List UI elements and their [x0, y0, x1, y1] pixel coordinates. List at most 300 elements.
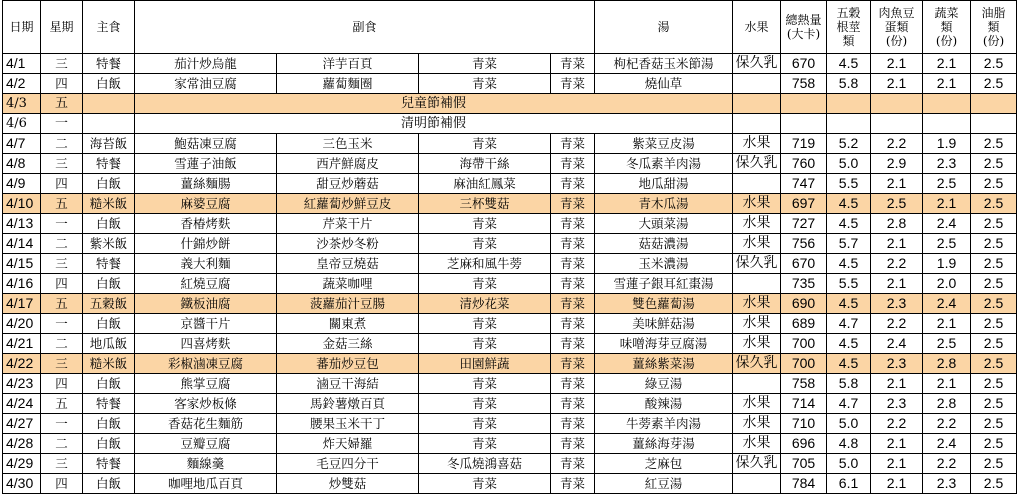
cell-date: 4/21	[3, 334, 41, 354]
cell-side-dish-2: 冬瓜燒鴻喜菇	[419, 454, 551, 474]
cell-protein: 2.2	[871, 254, 923, 274]
cell-staple: 糙米飯	[83, 194, 135, 214]
cell-soup: 雪蓮子銀耳紅棗湯	[595, 274, 733, 294]
cell-grains: 5.8	[827, 374, 871, 394]
table-row	[3, 434, 1017, 454]
cell-soup: 綠豆湯	[595, 374, 733, 394]
cell-weekday: 三	[41, 254, 83, 274]
cell-soup: 雙色蘿蔔湯	[595, 294, 733, 314]
cell-holiday-note: 清明節補假	[135, 114, 733, 134]
cell-calories: 719	[781, 134, 827, 154]
table-row	[3, 374, 1017, 394]
cell-protein: 2.2	[871, 314, 923, 334]
cell-grains: 5.5	[827, 274, 871, 294]
cell-main-dish: 京醬干片	[135, 314, 277, 334]
cell-staple	[83, 94, 135, 114]
table-row	[3, 134, 1017, 154]
table-row	[3, 294, 1017, 314]
header-fat	[971, 1, 1017, 54]
cell-grains: 4.5	[827, 334, 871, 354]
cell-fat: 2.5	[971, 234, 1017, 254]
cell-weekday: 一	[41, 314, 83, 334]
header-veg	[923, 1, 971, 54]
header-protein-line3: (份)	[885, 34, 908, 48]
cell-protein: 2.1	[871, 454, 923, 474]
cell-weekday: 一	[41, 114, 83, 134]
cell-date: 4/17	[3, 294, 41, 314]
cell-vegetable: 青菜	[551, 194, 595, 214]
cell-calories: 705	[781, 454, 827, 474]
cell-veg-servings: 2.4	[923, 434, 971, 454]
cell-protein: 2.8	[871, 214, 923, 234]
cell-main-dish: 家常油豆腐	[135, 74, 277, 94]
cell-staple: 特餐	[83, 454, 135, 474]
cell-side-dish: 金菇三絲	[277, 334, 419, 354]
table-row	[3, 214, 1017, 234]
cell-veg-servings: 2.1	[923, 74, 971, 94]
cell-soup: 芝麻包	[595, 454, 733, 474]
cell-fruit: 水果	[733, 394, 781, 414]
cell-date: 4/22	[3, 354, 41, 374]
table-row	[3, 174, 1017, 194]
cell-date: 4/23	[3, 374, 41, 394]
cell-weekday: 五	[41, 194, 83, 214]
cell-protein: 2.1	[871, 174, 923, 194]
cell-date: 4/27	[3, 414, 41, 434]
header-soup: 湯	[595, 1, 733, 54]
cell-staple: 地瓜飯	[83, 334, 135, 354]
cell-date: 4/16	[3, 274, 41, 294]
lunch-menu-table	[2, 0, 1017, 494]
cell-staple: 白飯	[83, 474, 135, 494]
cell-calories: 670	[781, 254, 827, 274]
cell-vegetable: 青菜	[551, 474, 595, 494]
cell-date: 4/6	[3, 114, 41, 134]
cell-vegetable: 青菜	[551, 214, 595, 234]
cell-grains: 5.0	[827, 454, 871, 474]
cell-calories: 727	[781, 214, 827, 234]
cell-veg-servings: 2.5	[923, 174, 971, 194]
cell-vegetable: 青菜	[551, 54, 595, 74]
cell-date: 4/10	[3, 194, 41, 214]
cell-protein: 2.3	[871, 354, 923, 374]
cell-veg-servings: 2.3	[923, 154, 971, 174]
cell-main-dish: 雪蓮子油飯	[135, 154, 277, 174]
cell-empty	[871, 94, 923, 114]
header-protein	[871, 1, 923, 54]
cell-side-dish-2: 清炒花菜	[419, 294, 551, 314]
cell-fruit: 保久乳	[733, 454, 781, 474]
cell-staple: 白飯	[83, 434, 135, 454]
table-row	[3, 414, 1017, 434]
cell-grains: 4.5	[827, 54, 871, 74]
cell-protein: 2.1	[871, 434, 923, 454]
cell-main-dish: 彩椒滷凍豆腐	[135, 354, 277, 374]
cell-side-dish-2: 青菜	[419, 134, 551, 154]
cell-vegetable: 青菜	[551, 374, 595, 394]
cell-empty	[733, 114, 781, 134]
cell-soup: 薑絲海芽湯	[595, 434, 733, 454]
cell-grains: 4.5	[827, 194, 871, 214]
cell-empty	[827, 114, 871, 134]
cell-fat: 2.5	[971, 274, 1017, 294]
cell-side-dish: 毛豆四分干	[277, 454, 419, 474]
table-row	[3, 274, 1017, 294]
header-fat-line3: (份)	[982, 34, 1005, 48]
cell-fat: 2.5	[971, 434, 1017, 454]
cell-staple: 海苔飯	[83, 134, 135, 154]
cell-fat: 2.5	[971, 294, 1017, 314]
cell-soup: 美味鮮菇湯	[595, 314, 733, 334]
cell-fruit: 水果	[733, 214, 781, 234]
cell-main-dish: 熊掌豆腐	[135, 374, 277, 394]
cell-vegetable: 青菜	[551, 234, 595, 254]
cell-protein: 2.1	[871, 374, 923, 394]
cell-side-dish-2: 青菜	[419, 54, 551, 74]
cell-calories: 747	[781, 174, 827, 194]
cell-fruit	[733, 174, 781, 194]
cell-side-dish: 洋芋百頁	[277, 54, 419, 74]
cell-protein: 2.1	[871, 54, 923, 74]
cell-calories: 689	[781, 314, 827, 334]
cell-weekday: 二	[41, 234, 83, 254]
cell-date: 4/9	[3, 174, 41, 194]
cell-calories: 697	[781, 194, 827, 214]
cell-soup: 紅豆湯	[595, 474, 733, 494]
header-grains-line2: 根莖	[836, 20, 861, 34]
cell-soup: 味噌海芽豆腐湯	[595, 334, 733, 354]
cell-fat: 2.5	[971, 394, 1017, 414]
table-row	[3, 154, 1017, 174]
cell-grains: 5.8	[827, 74, 871, 94]
cell-veg-servings: 2.0	[923, 274, 971, 294]
cell-veg-servings: 2.1	[923, 374, 971, 394]
cell-soup: 大頭菜湯	[595, 214, 733, 234]
cell-veg-servings: 2.8	[923, 354, 971, 374]
cell-fat: 2.5	[971, 334, 1017, 354]
cell-grains: 5.2	[827, 134, 871, 154]
cell-calories: 690	[781, 294, 827, 314]
header-veg-line3: (份)	[935, 34, 958, 48]
cell-side-dish-2: 田園鮮蔬	[419, 354, 551, 374]
cell-vegetable: 青菜	[551, 74, 595, 94]
cell-staple: 特餐	[83, 254, 135, 274]
cell-fat: 2.5	[971, 374, 1017, 394]
cell-main-dish: 麻婆豆腐	[135, 194, 277, 214]
cell-date: 4/3	[3, 94, 41, 114]
header-protein-line1: 肉魚豆	[878, 6, 915, 20]
cell-main-dish: 豆瓣豆腐	[135, 434, 277, 454]
cell-veg-servings: 2.1	[923, 194, 971, 214]
cell-date: 4/15	[3, 254, 41, 274]
table-row	[3, 194, 1017, 214]
cell-weekday: 一	[41, 414, 83, 434]
cell-calories: 758	[781, 374, 827, 394]
cell-date: 4/30	[3, 474, 41, 494]
table-row	[3, 394, 1017, 414]
cell-weekday: 四	[41, 474, 83, 494]
cell-side-dish-2: 麻油紅鳳菜	[419, 174, 551, 194]
cell-side-dish-2: 青菜	[419, 334, 551, 354]
cell-side-dish-2: 青菜	[419, 74, 551, 94]
cell-fruit: 保久乳	[733, 254, 781, 274]
cell-fruit: 保久乳	[733, 54, 781, 74]
cell-soup: 菇菇濃湯	[595, 234, 733, 254]
header-calories	[781, 1, 827, 54]
cell-protein: 2.2	[871, 414, 923, 434]
cell-main-dish: 紅燒豆腐	[135, 274, 277, 294]
cell-fruit	[733, 74, 781, 94]
cell-main-dish: 義大利麵	[135, 254, 277, 274]
cell-fruit: 水果	[733, 434, 781, 454]
cell-vegetable: 青菜	[551, 354, 595, 374]
cell-fruit	[733, 274, 781, 294]
cell-holiday-note: 兒童節補假	[135, 94, 733, 114]
cell-side-dish-2: 青菜	[419, 214, 551, 234]
cell-empty	[971, 94, 1017, 114]
cell-vegetable: 青菜	[551, 134, 595, 154]
cell-empty	[871, 114, 923, 134]
cell-main-dish: 鮑菇凍豆腐	[135, 134, 277, 154]
table-row	[3, 74, 1017, 94]
cell-soup: 燒仙草	[595, 74, 733, 94]
table-row	[3, 94, 1017, 114]
cell-side-dish: 三色玉米	[277, 134, 419, 154]
cell-grains: 4.5	[827, 354, 871, 374]
cell-date: 4/7	[3, 134, 41, 154]
cell-protein: 2.1	[871, 74, 923, 94]
cell-fruit: 保久乳	[733, 154, 781, 174]
cell-fruit	[733, 474, 781, 494]
cell-fruit: 水果	[733, 294, 781, 314]
cell-weekday: 四	[41, 374, 83, 394]
cell-soup: 紫菜豆皮湯	[595, 134, 733, 154]
cell-staple: 白飯	[83, 314, 135, 334]
header-grains-line3: 類	[842, 34, 855, 48]
cell-soup: 薑絲紫菜湯	[595, 354, 733, 374]
cell-staple: 特餐	[83, 394, 135, 414]
cell-calories: 700	[781, 354, 827, 374]
cell-weekday: 五	[41, 94, 83, 114]
cell-weekday: 二	[41, 134, 83, 154]
cell-veg-servings: 2.1	[923, 54, 971, 74]
cell-fat: 2.5	[971, 214, 1017, 234]
cell-grains: 5.5	[827, 174, 871, 194]
cell-grains: 5.0	[827, 414, 871, 434]
cell-veg-servings: 2.1	[923, 314, 971, 334]
cell-fruit: 水果	[733, 194, 781, 214]
cell-fat: 2.5	[971, 154, 1017, 174]
cell-soup: 枸杞香菇玉米節湯	[595, 54, 733, 74]
cell-side-dish-2: 青菜	[419, 474, 551, 494]
table-row	[3, 354, 1017, 374]
cell-veg-servings: 2.2	[923, 414, 971, 434]
header-staple: 主食	[83, 1, 135, 54]
cell-staple: 糙米飯	[83, 354, 135, 374]
cell-weekday: 四	[41, 174, 83, 194]
cell-calories: 700	[781, 334, 827, 354]
cell-date: 4/28	[3, 434, 41, 454]
cell-staple: 五穀飯	[83, 294, 135, 314]
cell-grains: 4.5	[827, 294, 871, 314]
cell-empty	[923, 94, 971, 114]
cell-date: 4/2	[3, 74, 41, 94]
cell-vegetable: 青菜	[551, 294, 595, 314]
cell-protein: 2.1	[871, 234, 923, 254]
cell-side-dish: 菠蘿茄汁豆腸	[277, 294, 419, 314]
cell-fat: 2.5	[971, 354, 1017, 374]
cell-fat: 2.5	[971, 474, 1017, 494]
cell-protein: 2.4	[871, 334, 923, 354]
cell-vegetable: 青菜	[551, 454, 595, 474]
cell-side-dish-2: 芝麻和風牛蒡	[419, 254, 551, 274]
cell-staple: 白飯	[83, 174, 135, 194]
cell-calories: 756	[781, 234, 827, 254]
cell-weekday: 一	[41, 214, 83, 234]
table-row	[3, 54, 1017, 74]
cell-veg-servings: 2.4	[923, 214, 971, 234]
cell-weekday: 二	[41, 434, 83, 454]
cell-fruit: 水果	[733, 314, 781, 334]
cell-fruit: 水果	[733, 134, 781, 154]
cell-empty	[971, 114, 1017, 134]
cell-side-dish: 甜豆炒蘑菇	[277, 174, 419, 194]
cell-side-dish: 西芹鮮腐皮	[277, 154, 419, 174]
cell-calories: 784	[781, 474, 827, 494]
cell-fat: 2.5	[971, 414, 1017, 434]
cell-weekday: 三	[41, 54, 83, 74]
cell-fat: 2.5	[971, 174, 1017, 194]
cell-main-dish: 鐵板油腐	[135, 294, 277, 314]
cell-vegetable: 青菜	[551, 254, 595, 274]
cell-date: 4/20	[3, 314, 41, 334]
cell-vegetable: 青菜	[551, 414, 595, 434]
cell-fruit: 水果	[733, 234, 781, 254]
cell-date: 4/8	[3, 154, 41, 174]
cell-side-dish: 芹菜干片	[277, 214, 419, 234]
table-row	[3, 454, 1017, 474]
cell-side-dish-2: 青菜	[419, 434, 551, 454]
cell-staple: 白飯	[83, 414, 135, 434]
cell-fruit: 水果	[733, 334, 781, 354]
cell-soup: 地瓜甜湯	[595, 174, 733, 194]
cell-empty	[827, 94, 871, 114]
cell-side-dish: 紅蘿蔔炒鮮豆皮	[277, 194, 419, 214]
cell-soup: 青木瓜湯	[595, 194, 733, 214]
cell-veg-servings: 2.8	[923, 394, 971, 414]
cell-grains: 5.7	[827, 234, 871, 254]
cell-weekday: 四	[41, 274, 83, 294]
cell-side-dish: 蔬菜咖哩	[277, 274, 419, 294]
cell-date: 4/14	[3, 234, 41, 254]
cell-protein: 2.2	[871, 134, 923, 154]
cell-side-dish-2: 青菜	[419, 314, 551, 334]
cell-staple: 白飯	[83, 274, 135, 294]
cell-weekday: 五	[41, 394, 83, 414]
header-fat-line2: 類	[987, 20, 1000, 34]
cell-soup: 牛蒡素羊肉湯	[595, 414, 733, 434]
cell-side-dish-2: 三杯雙菇	[419, 194, 551, 214]
cell-grains: 4.8	[827, 434, 871, 454]
cell-calories: 735	[781, 274, 827, 294]
cell-veg-servings: 2.4	[923, 294, 971, 314]
cell-side-dish: 沙茶炒冬粉	[277, 234, 419, 254]
cell-main-dish: 茄汁炒烏龍	[135, 54, 277, 74]
cell-protein: 2.1	[871, 274, 923, 294]
cell-fat: 2.5	[971, 134, 1017, 154]
header-weekday: 星期	[41, 1, 83, 54]
cell-side-dish-2: 青菜	[419, 414, 551, 434]
cell-soup: 酸辣湯	[595, 394, 733, 414]
cell-staple: 白飯	[83, 374, 135, 394]
cell-fat: 2.5	[971, 254, 1017, 274]
cell-date: 4/13	[3, 214, 41, 234]
cell-fat: 2.5	[971, 54, 1017, 74]
cell-veg-servings: 1.9	[923, 134, 971, 154]
cell-calories: 710	[781, 414, 827, 434]
cell-vegetable: 青菜	[551, 274, 595, 294]
cell-staple: 白飯	[83, 74, 135, 94]
cell-date: 4/29	[3, 454, 41, 474]
cell-main-dish: 咖哩地瓜百頁	[135, 474, 277, 494]
cell-weekday: 三	[41, 354, 83, 374]
cell-main-dish: 什錦炒餅	[135, 234, 277, 254]
header-calories-line1: 總熱量	[785, 13, 822, 27]
cell-fat: 2.5	[971, 194, 1017, 214]
cell-empty	[781, 114, 827, 134]
cell-vegetable: 青菜	[551, 434, 595, 454]
cell-side-dish: 炒雙菇	[277, 474, 419, 494]
cell-calories: 714	[781, 394, 827, 414]
cell-side-dish-2: 青菜	[419, 274, 551, 294]
cell-fat: 2.5	[971, 454, 1017, 474]
cell-side-dish: 馬鈴薯燉百頁	[277, 394, 419, 414]
cell-soup: 玉米濃湯	[595, 254, 733, 274]
cell-empty	[923, 114, 971, 134]
cell-vegetable: 青菜	[551, 394, 595, 414]
cell-fat: 2.5	[971, 314, 1017, 334]
header-veg-line1: 蔬菜	[934, 6, 959, 20]
cell-main-dish: 麵線羹	[135, 454, 277, 474]
cell-staple	[83, 114, 135, 134]
cell-vegetable: 青菜	[551, 154, 595, 174]
cell-side-dish: 蘿蔔麵圈	[277, 74, 419, 94]
cell-veg-servings: 2.2	[923, 454, 971, 474]
cell-fruit	[733, 374, 781, 394]
cell-fat: 2.5	[971, 74, 1017, 94]
cell-staple: 特餐	[83, 54, 135, 74]
header-grains-line1: 五穀	[836, 6, 861, 20]
cell-grains: 5.0	[827, 154, 871, 174]
cell-soup: 冬瓜素羊肉湯	[595, 154, 733, 174]
cell-fruit: 水果	[733, 414, 781, 434]
cell-side-dish-2: 青菜	[419, 234, 551, 254]
header-fruit: 水果	[733, 1, 781, 54]
cell-protein: 2.1	[871, 474, 923, 494]
cell-side-dish-2: 青菜	[419, 374, 551, 394]
cell-main-dish: 客家炒板條	[135, 394, 277, 414]
cell-veg-servings: 1.9	[923, 254, 971, 274]
cell-calories: 758	[781, 74, 827, 94]
cell-grains: 4.5	[827, 254, 871, 274]
cell-weekday: 三	[41, 454, 83, 474]
header-fat-line1: 油脂	[981, 6, 1006, 20]
cell-fruit: 保久乳	[733, 354, 781, 374]
cell-empty	[781, 94, 827, 114]
cell-side-dish: 蕃茄炒豆包	[277, 354, 419, 374]
menu-body	[3, 54, 1017, 494]
cell-vegetable: 青菜	[551, 314, 595, 334]
